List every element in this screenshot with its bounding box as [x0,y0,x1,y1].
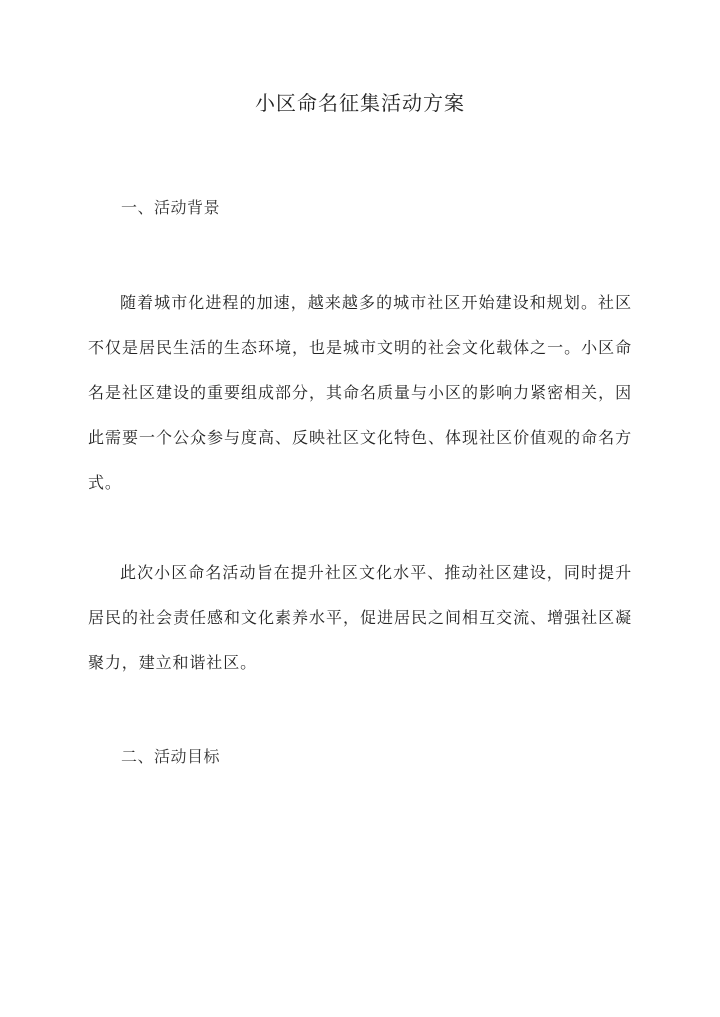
paragraph-background-2: 此次小区命名活动旨在提升社区文化水平、推动社区建设，同时提升居民的社会责任感和文化素养水平，促进居民之间相互交流、增强社区凝聚力，建立和谐社区。 [88,563,632,672]
document-title: 小区命名征集活动方案 [255,91,465,115]
section-heading-goals: 二、活动目标 [121,747,221,766]
section-heading-background: 一、活动背景 [121,198,221,217]
paragraph-background-1: 随着城市化进程的加速，越来越多的城市社区开始建设和规划。社区不仅是居民生活的生态环境，也是城市文明的社会文化载体之一。小区命名是社区建设的重要组成部分，其命名质量与小区的影响力紧密相关，因此需要一个公众参与度高、反映社区文化特色、体现社区价值观的命名方式。 [88,293,632,492]
